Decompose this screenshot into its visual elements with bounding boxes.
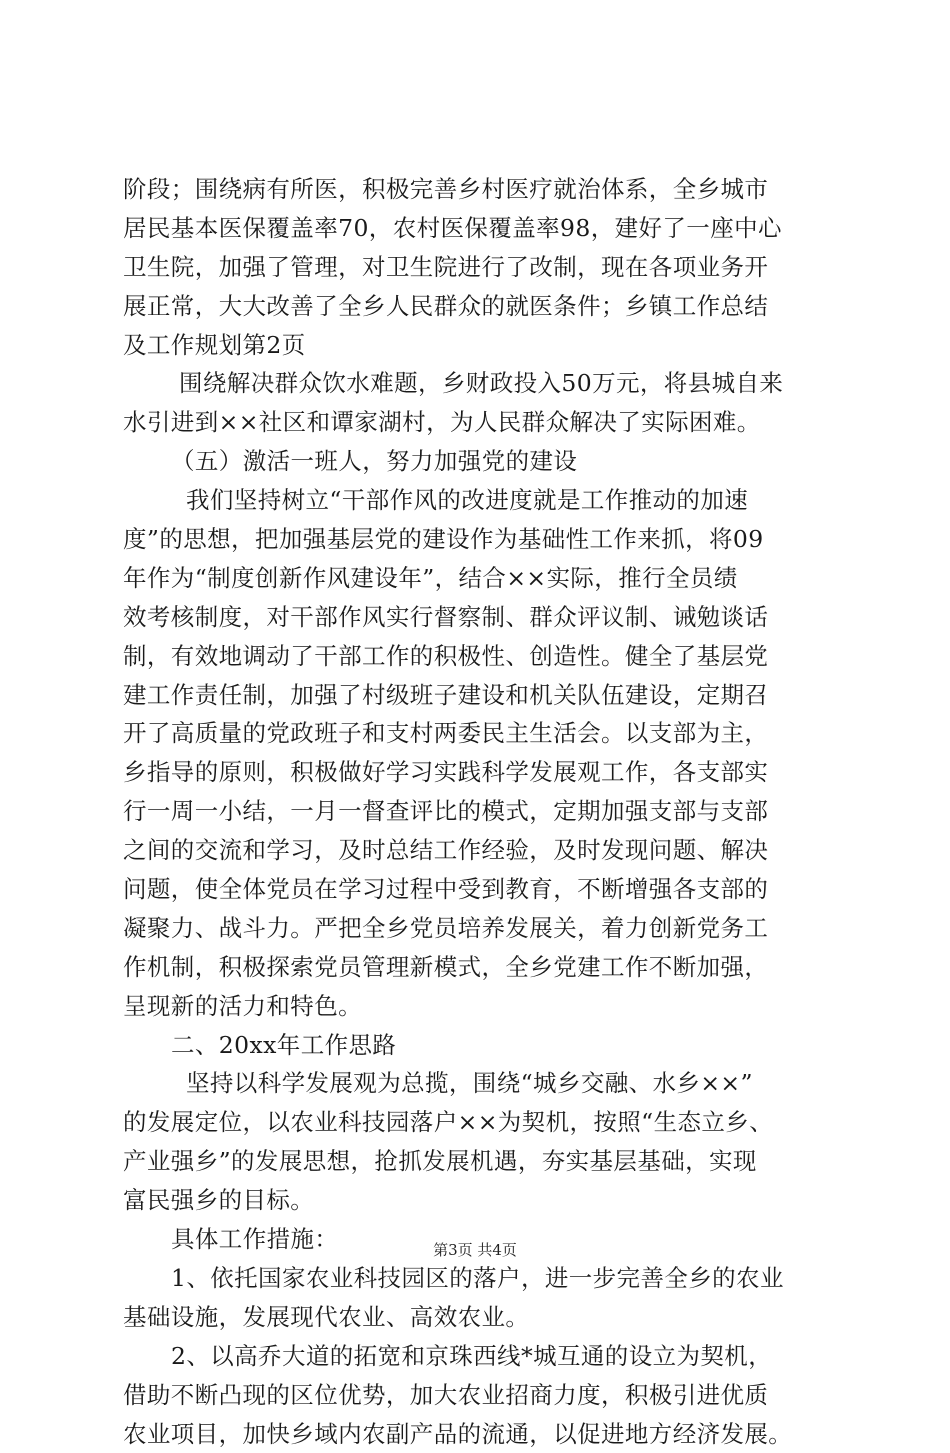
text-line: 产业强乡”的发展思想，抢抓发展机遇，夯实基层基础，实现 <box>123 1142 843 1181</box>
text-line: 制，有效地调动了干部工作的积极性、创造性。健全了基层党 <box>123 637 843 676</box>
text-line: 之间的交流和学习，及时总结工作经验，及时发现问题、解决 <box>123 831 843 870</box>
section-heading: （五）激活一班人，努力加强党的建设 <box>123 442 843 481</box>
text-line: 的发展定位，以农业科技园落户××为契机，按照“生态立乡、 <box>123 1103 843 1142</box>
text-line: 农业项目，加快乡域内农副产品的流通，以促进地方经济发展。 <box>123 1415 843 1453</box>
text-line: 居民基本医保覆盖率70，农村医保覆盖率98，建好了一座中心 <box>123 209 843 248</box>
text-line: 展正常，大大改善了全乡人民群众的就医条件；乡镇工作总结 <box>123 287 843 326</box>
list-item-start: 1、依托国家农业科技园区的落户，进一步完善全乡的农业 <box>123 1259 843 1298</box>
subheading: 具体工作措施： <box>123 1220 843 1259</box>
text-line: 凝聚力、战斗力。严把全乡党员培养发展关，着力创新党务工 <box>123 909 843 948</box>
paragraph-start-line: 围绕解决群众饮水难题，乡财政投入50万元，将县城自来 <box>123 364 843 403</box>
text-line: 度”的思想，把加强基层党的建设作为基础性工作来抓，将09 <box>123 520 843 559</box>
paragraph-start-line: 我们坚持树立“干部作风的改进度就是工作推动的加速 <box>123 481 843 520</box>
text-line: 问题，使全体党员在学习过程中受到教育，不断增强各支部的 <box>123 870 843 909</box>
text-line: 借助不断凸现的区位优势，加大农业招商力度，积极引进优质 <box>123 1376 843 1415</box>
text-line: 效考核制度，对干部作风实行督察制、群众评议制、诫勉谈话 <box>123 598 843 637</box>
text-line: 阶段；围绕病有所医，积极完善乡村医疗就治体系，全乡城市 <box>123 170 843 209</box>
text-line: 呈现新的活力和特色。 <box>123 987 843 1026</box>
page-footer: 第3页 共4页 <box>0 1240 950 1260</box>
text-line: 基础设施，发展现代农业、高效农业。 <box>123 1298 843 1337</box>
text-line: 卫生院，加强了管理，对卫生院进行了改制，现在各项业务开 <box>123 248 843 287</box>
text-line: 富民强乡的目标。 <box>123 1181 843 1220</box>
text-line: 年作为“制度创新作风建设年”，结合××实际，推行全员绩 <box>123 559 843 598</box>
text-line: 建工作责任制，加强了村级班子建设和机关队伍建设，定期召 <box>123 676 843 715</box>
list-item-start: 2、以高乔大道的拓宽和京珠西线*城互通的设立为契机， <box>123 1337 843 1376</box>
text-line: 乡指导的原则，积极做好学习实践科学发展观工作，各支部实 <box>123 753 843 792</box>
text-line: 作机制，积极探索党员管理新模式，全乡党建工作不断加强， <box>123 948 843 987</box>
section-heading: 二、20xx年工作思路 <box>123 1026 843 1065</box>
text-line: 开了高质量的党政班子和支村两委民主生活会。以支部为主， <box>123 714 843 753</box>
text-line: 及工作规划第2页 <box>123 326 843 365</box>
text-line: 水引进到××社区和谭家湖村，为人民群众解决了实际困难。 <box>123 403 843 442</box>
document-body <box>123 170 843 1453</box>
paragraph-start-line: 坚持以科学发展观为总揽，围绕“城乡交融、水乡××” <box>123 1064 843 1103</box>
text-line: 行一周一小结，一月一督查评比的模式，定期加强支部与支部 <box>123 792 843 831</box>
